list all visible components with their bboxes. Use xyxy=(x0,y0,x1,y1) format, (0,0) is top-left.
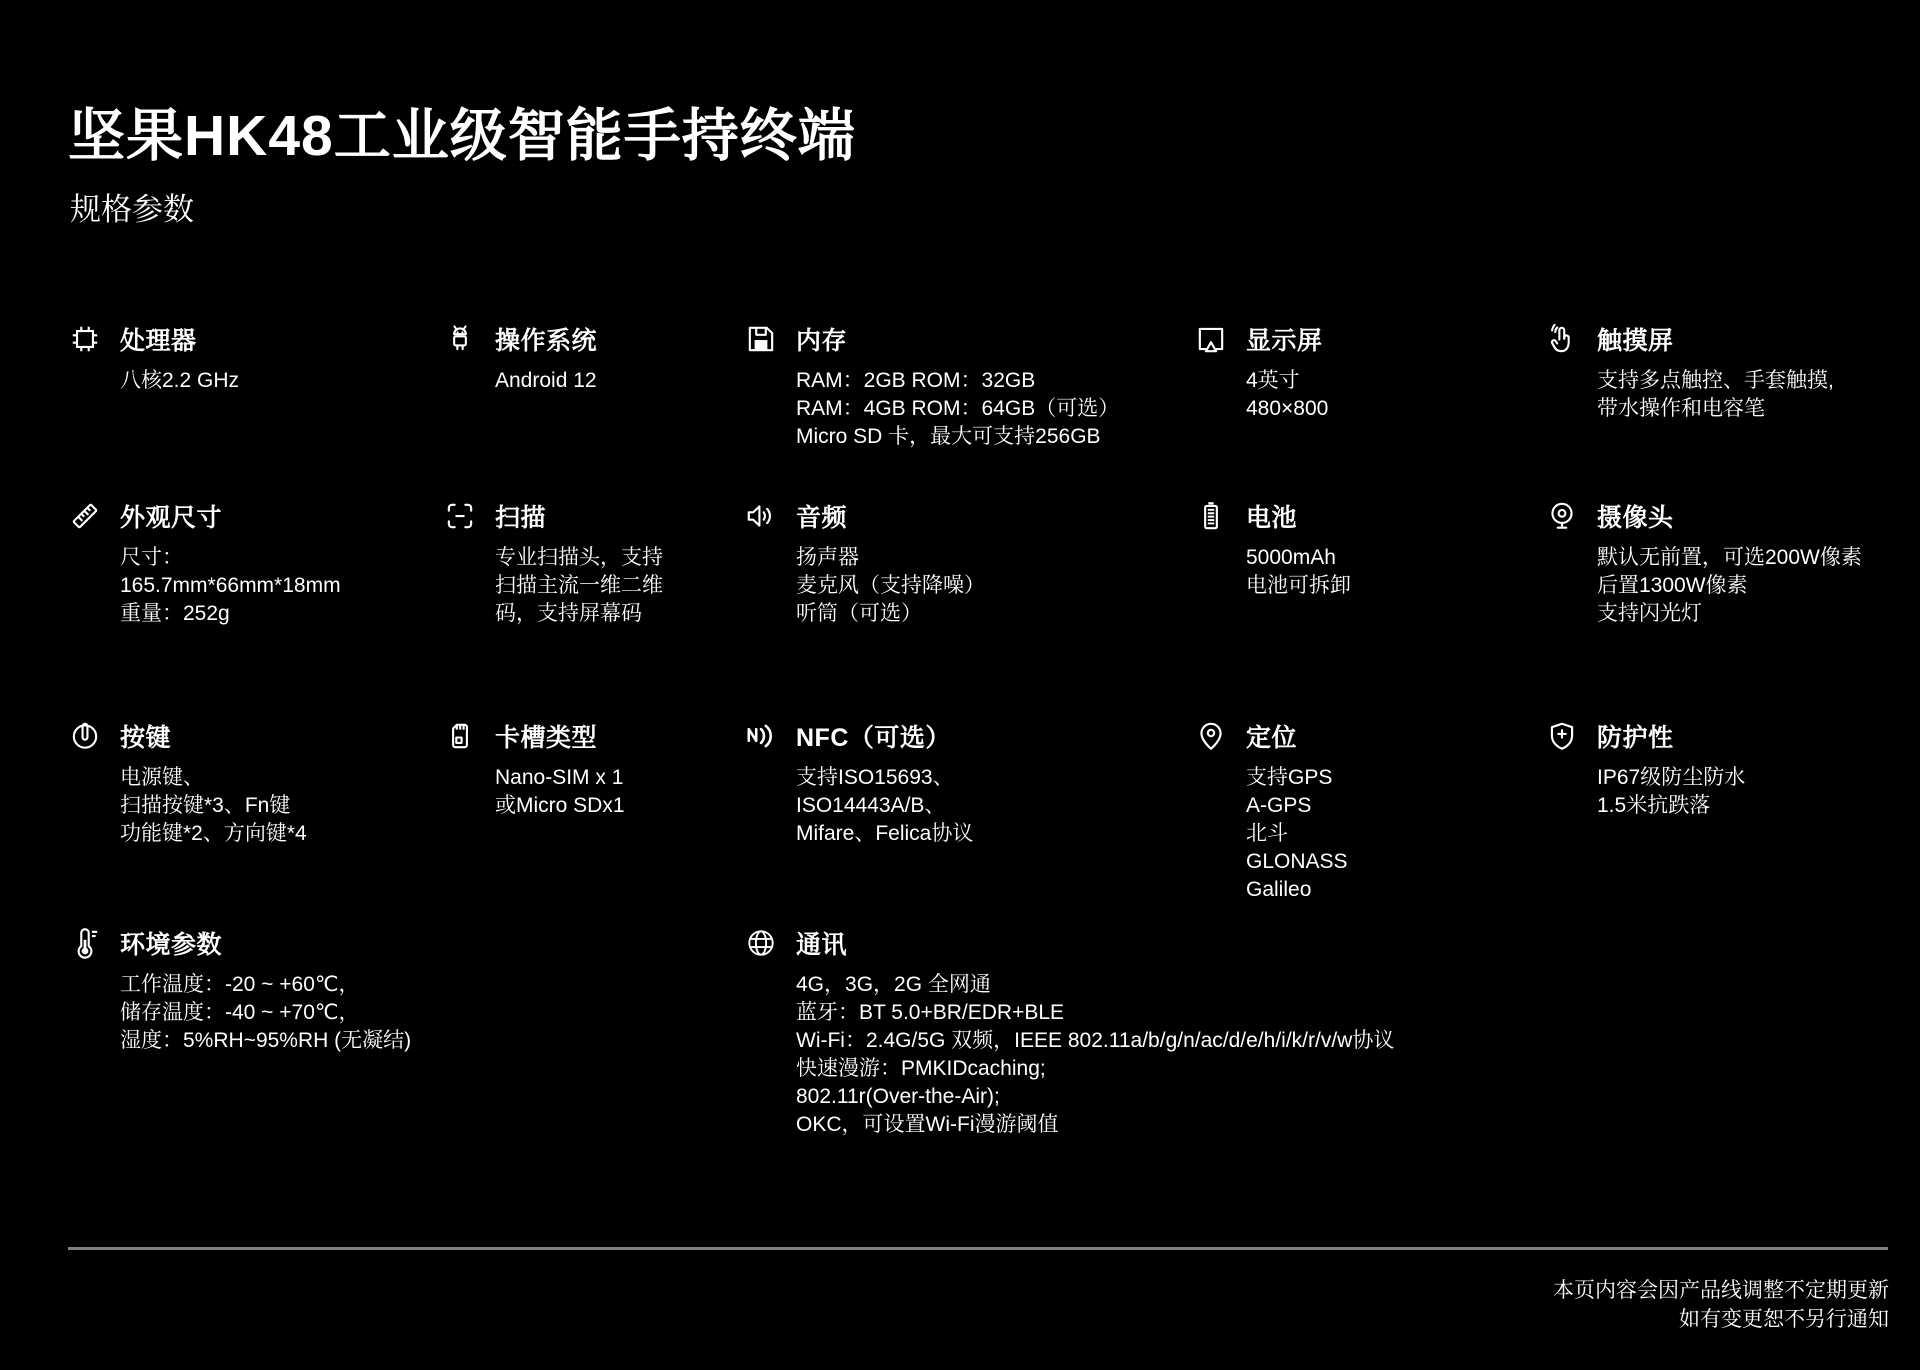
specs-grid xyxy=(0,321,1920,1139)
spec-line: 扫描主流一维二维 xyxy=(495,573,663,597)
spec-lines xyxy=(1246,764,1545,904)
spec-line: 4英寸 xyxy=(1246,368,1300,392)
page-header xyxy=(0,0,1920,229)
spec-item xyxy=(744,321,1194,498)
spec-label: 环境参数 xyxy=(120,930,223,959)
display-icon xyxy=(1194,322,1228,356)
spec-line: 或Micro SDx1 xyxy=(495,793,625,817)
spec-label: 防护性 xyxy=(1597,723,1674,752)
spec-item xyxy=(443,321,744,498)
spec-line: A-GPS xyxy=(1246,793,1312,817)
spec-lines xyxy=(1246,367,1545,423)
footer-note-line: 如有变更恕不另行通知 xyxy=(1679,1308,1889,1331)
spec-line: Mifare、Felica协议 xyxy=(796,821,974,845)
audio-icon xyxy=(744,499,778,533)
spec-line: 码，支持屏幕码 xyxy=(495,601,642,625)
spec-line: Wi-Fi：2.4G/5G 双频，IEEE 802.11a/b/g/n/ac/d/e/h/i/k/r/v/w协议 xyxy=(796,1028,1395,1052)
spec-item xyxy=(744,498,1194,718)
spec-line: 尺寸： xyxy=(120,545,183,569)
spec-head xyxy=(1545,498,1920,534)
spec-head xyxy=(744,498,1194,534)
spec-label: 摄像头 xyxy=(1597,503,1674,532)
spec-head xyxy=(744,321,1194,357)
spec-line: 专业扫描头，支持 xyxy=(495,545,663,569)
spec-line: 1.5米抗跌落 xyxy=(1597,793,1711,817)
battery-icon xyxy=(1194,499,1228,533)
spec-item xyxy=(443,498,744,718)
spec-line: 扫描按键*3、Fn键 xyxy=(120,793,291,817)
spec-line: 蓝牙：BT 5.0+BR/EDR+BLE xyxy=(796,1000,1065,1024)
spec-item xyxy=(1194,498,1545,718)
spec-label: NFC（可选） xyxy=(796,723,951,752)
ruler-icon xyxy=(68,499,102,533)
spec-line: 165.7mm*66mm*18mm xyxy=(120,573,341,597)
spec-item xyxy=(1194,321,1545,498)
spec-head xyxy=(1194,321,1545,357)
thermometer-icon xyxy=(68,926,102,960)
spec-item xyxy=(744,925,1920,1139)
globe-icon xyxy=(744,926,778,960)
spec-line: 带水操作和电容笔 xyxy=(1597,396,1765,420)
spec-item xyxy=(68,321,443,498)
spec-line: 支持GPS xyxy=(1246,765,1333,789)
spec-head xyxy=(1194,718,1545,754)
spec-line: 储存温度：-40 ~ +70℃， xyxy=(120,1000,360,1024)
spec-line: 工作温度：-20 ~ +60℃， xyxy=(120,972,360,996)
nfc-icon xyxy=(744,719,778,753)
spec-lines xyxy=(1597,544,1920,628)
footer-divider xyxy=(68,1247,1888,1250)
spec-label: 外观尺寸 xyxy=(120,503,223,532)
footer-note xyxy=(1553,1276,1889,1334)
spec-line: Galileo xyxy=(1246,877,1312,901)
spec-line: 八核2.2 GHz xyxy=(120,368,240,392)
memory-icon xyxy=(744,322,778,356)
spec-line: 支持ISO15693、 xyxy=(796,765,954,789)
spec-item xyxy=(68,925,443,1139)
shield-icon xyxy=(1545,719,1579,753)
spec-item xyxy=(1545,321,1920,498)
spec-line: 电源键、 xyxy=(120,765,204,789)
spec-lines xyxy=(1246,544,1545,600)
spec-label: 定位 xyxy=(1246,723,1298,752)
spec-lines xyxy=(495,764,744,820)
android-icon xyxy=(443,322,477,356)
spec-label: 按键 xyxy=(120,723,172,752)
spec-label: 音频 xyxy=(796,503,848,532)
spec-lines xyxy=(1597,367,1920,423)
spec-line: Micro SD 卡，最大可支持256GB xyxy=(796,424,1101,448)
spec-line: Nano-SIM x 1 xyxy=(495,765,624,789)
scan-icon xyxy=(443,499,477,533)
touch-icon xyxy=(1545,322,1579,356)
spec-head xyxy=(443,321,744,357)
spec-line: RAM：2GB ROM：32GB xyxy=(796,368,1036,392)
spec-head xyxy=(68,718,443,754)
spec-line: 北斗 xyxy=(1246,821,1288,845)
spec-line: 功能键*2、方向键*4 xyxy=(120,821,307,845)
cpu-icon xyxy=(68,322,102,356)
spec-line: 听筒（可选） xyxy=(796,601,922,625)
spec-lines xyxy=(1597,764,1920,820)
spec-lines xyxy=(120,367,443,395)
spec-item xyxy=(68,718,443,925)
page-title: 坚果HK48工业级智能手持终端 xyxy=(68,104,856,168)
spec-line: OKC，可设置Wi-Fi漫游阈值 xyxy=(796,1112,1059,1136)
spec-line: RAM：4GB ROM：64GB（可选） xyxy=(796,396,1120,420)
spec-label: 卡槽类型 xyxy=(495,723,598,752)
spec-line: ISO14443A/B、 xyxy=(796,793,946,817)
spec-lines xyxy=(796,764,1194,848)
spec-line: 电池可拆卸 xyxy=(1246,573,1351,597)
spec-lines xyxy=(495,367,744,395)
spec-label: 处理器 xyxy=(120,326,197,355)
spec-item xyxy=(1545,498,1920,718)
spec-line: 5000mAh xyxy=(1246,545,1336,569)
spec-label: 操作系统 xyxy=(495,326,598,355)
spec-lines xyxy=(796,544,1194,628)
spec-item xyxy=(1194,718,1545,925)
spec-head xyxy=(1194,498,1545,534)
spec-label: 电池 xyxy=(1246,503,1298,532)
button-icon xyxy=(68,719,102,753)
spec-line: 支持多点触控、手套触摸, xyxy=(1597,368,1834,392)
spec-item xyxy=(744,718,1194,925)
spec-line: 默认无前置，可选200W像素 xyxy=(1597,545,1862,569)
spec-head xyxy=(443,718,744,754)
spec-line: 802.11r(Over-the-Air); xyxy=(796,1084,1000,1108)
spec-label: 通讯 xyxy=(796,930,848,959)
spec-lines xyxy=(120,544,443,628)
spec-head xyxy=(68,321,443,357)
spec-head xyxy=(68,498,443,534)
spec-item xyxy=(1545,718,1920,925)
spec-head xyxy=(68,925,443,961)
spec-head xyxy=(744,718,1194,754)
spec-line: 湿度：5%RH~95%RH (无凝结) xyxy=(120,1028,412,1052)
spec-label: 扫描 xyxy=(495,503,547,532)
spec-item xyxy=(443,718,744,925)
spec-line: Android 12 xyxy=(495,368,597,392)
location-icon xyxy=(1194,719,1228,753)
spec-lines xyxy=(120,764,443,848)
camera-icon xyxy=(1545,499,1579,533)
page-subtitle: 规格参数 xyxy=(70,191,194,227)
spec-head xyxy=(1545,718,1920,754)
spec-line: 支持闪光灯 xyxy=(1597,601,1702,625)
spec-head xyxy=(1545,321,1920,357)
spec-line: 4G，3G，2G 全网通 xyxy=(796,972,991,996)
spec-lines xyxy=(495,544,744,628)
spec-line: 麦克风（支持降噪） xyxy=(796,573,985,597)
footer-note-line: 本页内容会因产品线调整不定期更新 xyxy=(1553,1279,1889,1302)
spec-item xyxy=(68,498,443,718)
spec-line: IP67级防尘防水 xyxy=(1597,765,1746,789)
spec-line: 扬声器 xyxy=(796,545,859,569)
spec-lines xyxy=(796,971,1920,1139)
spec-line: 480×800 xyxy=(1246,396,1329,420)
spec-head xyxy=(744,925,1920,961)
sim-icon xyxy=(443,719,477,753)
spec-lines xyxy=(120,971,443,1055)
spec-line: 重量：252g xyxy=(120,601,230,625)
spec-label: 触摸屏 xyxy=(1597,326,1674,355)
spec-head xyxy=(443,498,744,534)
spec-label: 显示屏 xyxy=(1246,326,1323,355)
spec-line: 快速漫游：PMKIDcaching; xyxy=(796,1056,1046,1080)
spec-lines xyxy=(796,367,1194,451)
spec-line: GLONASS xyxy=(1246,849,1348,873)
spec-line: 后置1300W像素 xyxy=(1597,573,1748,597)
spec-label: 内存 xyxy=(796,326,848,355)
